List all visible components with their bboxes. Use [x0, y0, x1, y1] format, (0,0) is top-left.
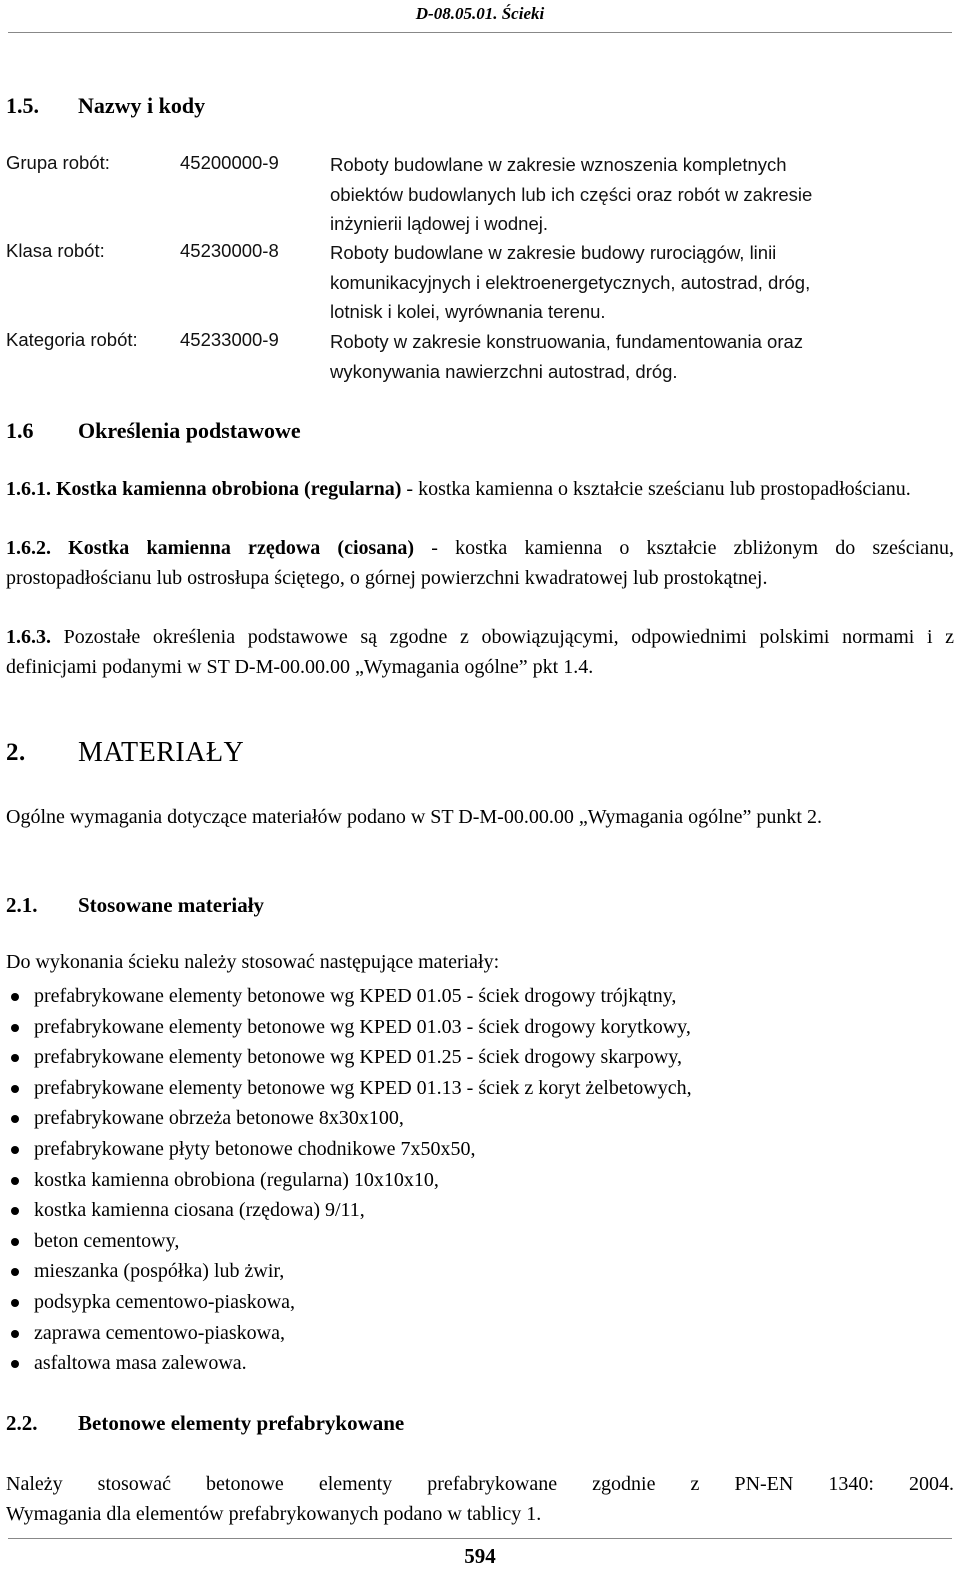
definition-1-6-3 — [6, 622, 954, 682]
section-1-5-number: 1.5. — [6, 93, 39, 118]
code-number: 45200000-9 — [180, 152, 279, 173]
definition-text: Pozostałe określenia podstawowe są zgodne z obowiązującymi, odpowiednimi polskimi normami i z definicjami podanymi w ST D-M-00.00.00 „Wymagania ogólne” pkt 1.4. — [6, 626, 954, 678]
list-item: prefabrykowane elementy betonowe wg KPED 01.13 - ściek z koryt żelbetowych, — [0, 1073, 692, 1104]
code-desc-line: Roboty budowlane w zakresie wznoszenia kompletnych — [330, 154, 787, 175]
definition-label: 1.6.2. Kostka kamienna rzędowa (ciosana) — [6, 537, 415, 559]
definition-label: 1.6.1. Kostka kamienna obrobiona (regularna) — [6, 478, 402, 500]
list-item: prefabrykowane elementy betonowe wg KPED 01.03 - ściek drogowy korytkowy, — [0, 1012, 692, 1043]
code-desc-line: obiektów budowlanych lub ich części oraz robót w zakresie — [330, 183, 813, 205]
list-item: mieszanka (pospółka) lub żwir, — [0, 1256, 692, 1287]
list-item: prefabrykowane obrzeża betonowe 8x30x100, — [0, 1103, 692, 1134]
section-1-6-number: 1.6 — [6, 418, 34, 443]
materials-intro: Do wykonania ścieku należy stosować następujące materiały: — [6, 951, 500, 973]
definition-text: - kostka kamienna o kształcie sześcianu lub prostopadłościanu. — [401, 478, 911, 500]
code-number: 45233000-9 — [180, 329, 279, 350]
list-item: kostka kamienna obrobiona (regularna) 10x10x10, — [0, 1165, 692, 1196]
section-2-2-text-line2: Wymagania dla elementów prefabrykowanych podano w tablicy 1. — [6, 1503, 542, 1525]
code-desc-line: komunikacyjnych i elektroenergetycznych, autostrad, dróg, — [330, 271, 811, 293]
definition-label: 1.6.3. — [6, 626, 51, 648]
section-2-2-text-line1: Należy stosować betonowe elementy prefabrykowane zgodnie z PN-EN 1340: 2004. — [6, 1473, 954, 1495]
code-label: Grupa robót: — [6, 152, 110, 173]
code-desc-line: Roboty budowlane w zakresie budowy rurociągów, linii — [330, 242, 777, 263]
code-label: Klasa robót: — [6, 240, 105, 261]
list-item: prefabrykowane elementy betonowe wg KPED 01.05 - ściek drogowy trójkątny, — [0, 981, 692, 1012]
code-desc-line: Roboty w zakresie konstruowania, fundamentowania oraz — [330, 331, 804, 352]
list-item: podsypka cementowo-piaskowa, — [0, 1287, 692, 1318]
code-desc-line: inżynierii lądowej i wodnej. — [330, 213, 548, 234]
code-description — [330, 150, 812, 239]
section-2-2-title: Betonowe elementy prefabrykowane — [78, 1411, 405, 1435]
section-2-intro: Ogólne wymagania dotyczące materiałów podano w ST D-M-00.00.00 „Wymagania ogólne” punkt 2. — [6, 806, 822, 828]
section-1-5-title: Nazwy i kody — [78, 93, 206, 118]
definition-text: - kostka kamienna o kształcie zbliżonym do sześcianu, prostopadłościanu lub ostrosłupa ściętego, o górnej powierzchni kwadratowej lub prostokątnej. — [6, 537, 955, 589]
code-description — [330, 327, 803, 386]
section-2-2-number: 2.2. — [6, 1411, 38, 1435]
list-item: prefabrykowane płyty betonowe chodnikowe 7x50x50, — [0, 1134, 692, 1165]
list-item: asfaltowa masa zalewowa. — [0, 1348, 692, 1379]
list-item: zaprawa cementowo-piaskowa, — [0, 1318, 692, 1349]
definition-1-6-1 — [6, 474, 954, 504]
code-number: 45230000-8 — [180, 240, 279, 261]
page-number: 594 — [0, 1544, 960, 1569]
code-label: Kategoria robót: — [6, 329, 138, 350]
code-desc-line: lotnisk i kolei, wyrównania terenu. — [330, 301, 606, 322]
page-header: D-08.05.01. Ścieki — [0, 4, 960, 24]
list-item: beton cementowy, — [0, 1226, 692, 1257]
list-item: prefabrykowane elementy betonowe wg KPED 01.25 - ściek drogowy skarpowy, — [0, 1042, 692, 1073]
section-2-1-title: Stosowane materiały — [78, 893, 265, 917]
section-1-6-title: Określenia podstawowe — [78, 418, 301, 443]
code-description — [330, 238, 810, 327]
definition-1-6-2 — [6, 533, 954, 593]
list-item: kostka kamienna ciosana (rzędowa) 9/11, — [0, 1195, 692, 1226]
section-2-1-number: 2.1. — [6, 893, 38, 917]
code-desc-line: wykonywania nawierzchni autostrad, dróg. — [330, 360, 678, 382]
section-2-title: MATERIAŁY — [78, 737, 245, 768]
section-2-number: 2. — [6, 739, 26, 766]
materials-list — [0, 981, 692, 1379]
